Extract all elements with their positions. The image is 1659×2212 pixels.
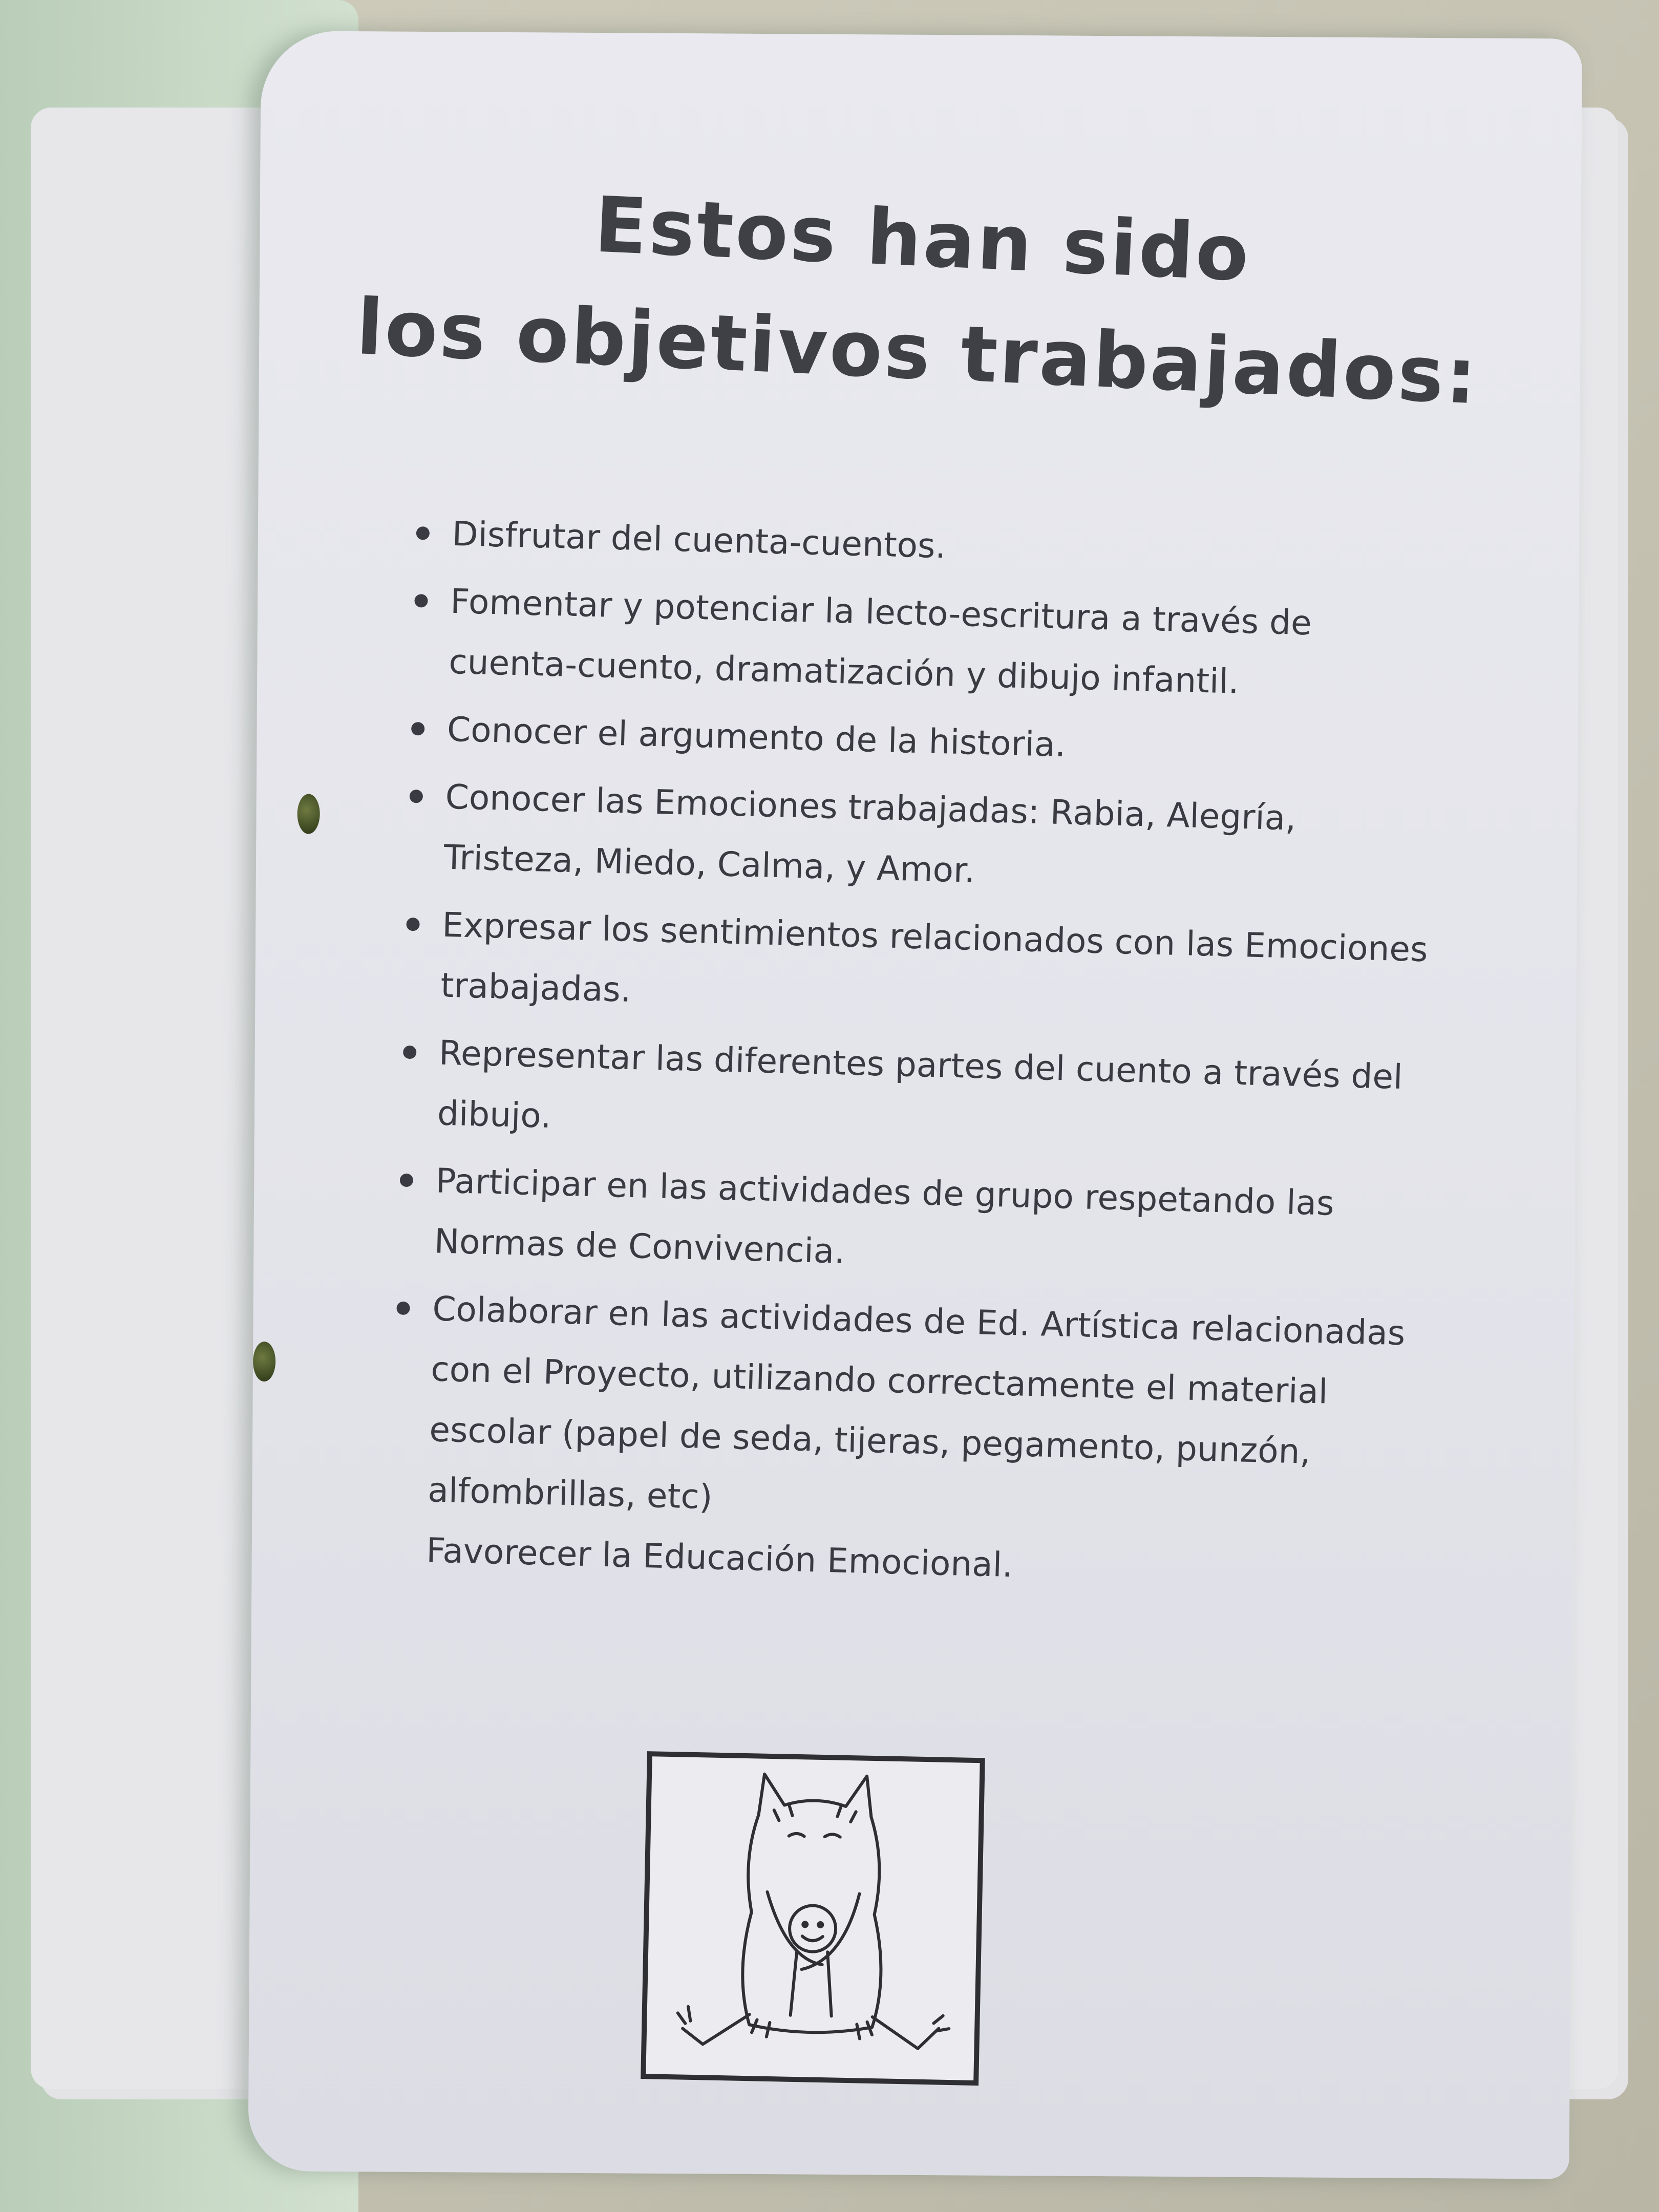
objective-text: Conocer las Emociones trabajadas: Rabia, Alegría, Tristeza, Miedo, Calma, y Amor. (443, 777, 1297, 890)
objective-text: Fomentar y potenciar la lecto-escritura a través de cuenta-cuento, dramatización y dibujo infantil. (448, 581, 1312, 701)
bullet-icon (406, 918, 420, 931)
bullet-icon (396, 1302, 410, 1315)
bullet-icon (400, 1174, 414, 1187)
booklet-page (248, 31, 1582, 2179)
list-item (407, 570, 1444, 717)
list-item (392, 1150, 1429, 1296)
monster-hug-illustration (641, 1751, 985, 2086)
objective-text: Conocer el argumento de la historia. (446, 709, 1067, 765)
staple (253, 1342, 275, 1381)
page-title (255, 154, 1585, 438)
title-line-1: Estos han sido (592, 180, 1253, 299)
objective-text: Expresar los sentimientos relacionados con las Emociones trabajadas. (440, 905, 1429, 1010)
bullet-icon (416, 526, 430, 540)
list-item (385, 1278, 1426, 1606)
bullet-icon (411, 722, 425, 736)
objective-text: Representar las diferentes partes del cuento a través del dibujo. (437, 1033, 1403, 1136)
title-line-2: los objetivos trabajados: (354, 283, 1481, 422)
list-item (396, 1022, 1433, 1168)
staple (297, 794, 320, 834)
bullet-icon (410, 790, 423, 803)
list-item (402, 766, 1439, 913)
objective-text: Disfrutar del cuenta-cuentos. (451, 514, 947, 566)
cover-show-through-text (5, 123, 30, 215)
objectives-list (385, 503, 1446, 1613)
list-item (399, 894, 1436, 1041)
monster-drawing (646, 1756, 980, 2080)
bullet-icon (414, 594, 428, 608)
closing-line: Favorecer la Educación Emocional. (426, 1530, 1014, 1585)
objective-text: Colaborar en las actividades de Ed. Artística relacionadas con el Proyecto, utilizando correctamente el material escolar (papel de seda, tijeras, pegamento, punzón, alfombrillas, etc) (427, 1289, 1406, 1517)
bullet-icon (403, 1046, 417, 1059)
objective-text: Participar en las actividades de grupo respetando las Normas de Convivencia. (433, 1161, 1335, 1271)
